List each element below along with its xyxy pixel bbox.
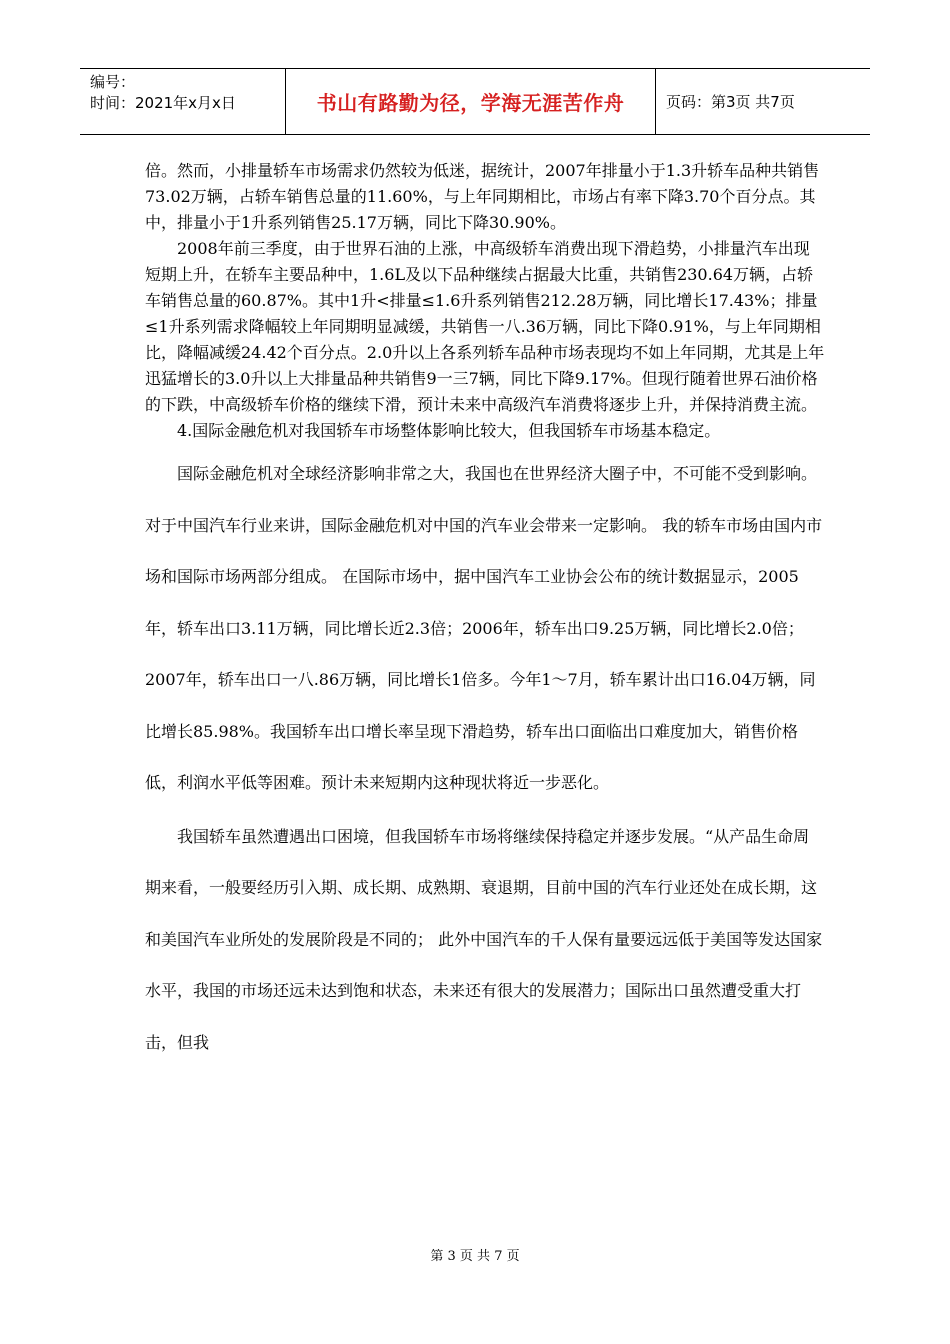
header-page-cell xyxy=(656,69,870,134)
paragraph-small-displacement: 倍。然而，小排量轿车市场需求仍然较为低迷，据统计，2007年排量小于1.3升轿车品种共销售73.02万辆，占轿车销售总量的11.60%，与上年同期相比，市场占有率下降3.70个百分点。其中，排量小于1升系列销售25.17万辆，同比下降30.90%。 xyxy=(145,161,820,232)
document-time-label: 时间：2021年x月x日 xyxy=(90,94,236,112)
header-page-info: 页码：第3页 共7页 xyxy=(666,93,795,111)
page-header xyxy=(80,68,870,135)
header-motto-cell xyxy=(285,69,656,134)
header-motto: 书山有路勤为径，学海无涯苦作舟 xyxy=(316,91,625,115)
header-meta xyxy=(80,69,285,134)
paragraph-heading-financial-crisis: 4.国际金融危机对我国轿车市场整体影响比较大，但我国轿车市场基本稳定。 xyxy=(145,421,721,440)
paragraph-market-outlook: 我国轿车虽然遭遇出口困境，但我国轿车市场将继续保持稳定并逐步发展。“从产品生命周期来看，一般要经历引入期、成长期、成熟期、衰退期，目前中国的汽车行业还处在成长期，这和美国汽车业所处的发展阶段是不同的； 此外中国汽车的千人保有量要远远低于美国等发达国家水平，我国的市场还远未达到饱和状态，未来还有很大的发展潜力；国际出口虽然遭受重大打击，但我 xyxy=(145,826,823,1052)
document-body xyxy=(145,158,825,1068)
document-number-label: 编号： xyxy=(90,73,136,91)
paragraph-2008-q1-q3: 2008年前三季度，由于世界石油的上涨，中高级轿车消费出现下滑趋势，小排量汽车出现短期上升，在轿车主要品种中，1.6L及以下品种继续占据最大比重，共销售230.64万辆，占轿车销售总量的60.87%。其中1升<排量≤1.6升系列销售212.28万辆，同比增长17.43%；排量≤1升系列需求降幅较上年同期明显减缓，共销售一八.36万辆，同比下降0.91%，与上年同期相比，降幅减缓24.42个百分点。2.0升以上各系列轿车品种市场表现均不如上年同期，尤其是上年迅猛增长的3.0升以上大排量品种共销售9一三7辆，同比下降9.17%。但现行随着世界石油价格的下跌，中高级轿车价格的继续下滑，预计未来中高级汽车消费将逐步上升，并保持消费主流。 xyxy=(145,239,825,414)
paragraph-export-statistics: 国际金融危机对全球经济影响非常之大，我国也在世界经济大圈子中，不可能不受到影响。对于中国汽车行业来讲，国际金融危机对中国的汽车业会带来一定影响。 我的轿车市场由国内市场和国际市场两部分组成。 在国际市场中，据中国汽车工业协会公布的统计数据显示，2005年，轿车出口3.11万辆，同比增长近2.3倍；2006年，轿车出口9.25万辆，同比增长2.0倍；2007年，轿车出口一八.86万辆，同比增长1倍多。今年1～7月，轿车累计出口16.04万辆，同比增长85.98%。我国轿车出口增长率呈现下滑趋势，轿车出口面临出口难度加大，销售价格低，利润水平低等困难。预计未来短期内这种现状将近一步恶化。 xyxy=(145,464,823,792)
page-footer: 第 3 页 共 7 页 xyxy=(430,1249,520,1264)
